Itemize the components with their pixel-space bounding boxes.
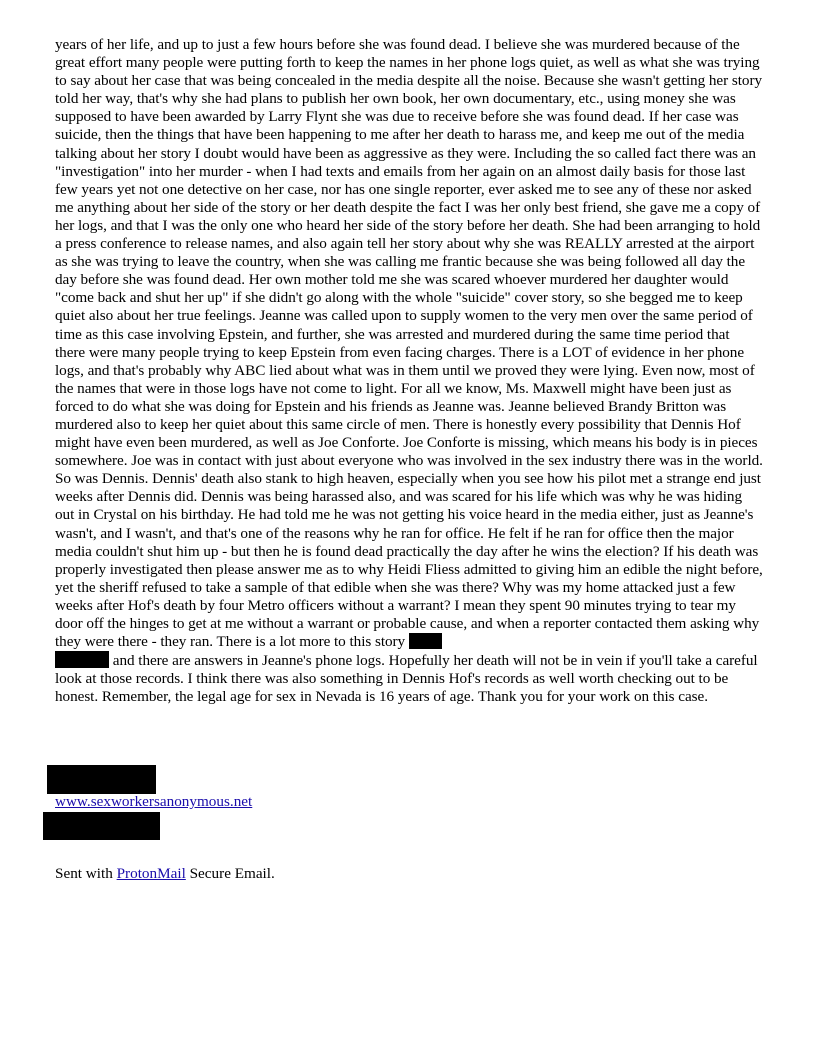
body-text-part-1: years of her life, and up to just a few hours before she was found dead. I believe she was murdered because of the great effort many people were putting forth to keep the names in her phone logs quiet, as well as what she was trying to say about her case that was being concealed in the media despite all the noise. Because she wasn't getting her story told her way, that's why she had plans to publish her own book, her own documentary, etc., using money she was supposed to have been awarded by Larry Flynt she was due to receive before she was found dead. If her case was suicide, then the things that have been happening to me after her death to harass me, and keep me out of the media talking about her story I doubt would have been as aggressive as they were. Including the so called fact there was an "investigation" into her murder - when I had texts and emails from her again on an almost daily basis for those last few years yet not one detective on her case, nor has one single reporter, ever asked me to see any of these nor asked me anything about her side of the story or her death despite the fact I was her only best friend, she gave me a copy of her logs, and that I was the only one who heard her side of the story before her death. She had been arranging to hold a press conference to release names, and also again tell her story about why she was REALLY arrested at the airport as she was trying to leave the country, when she was calling me frantic because she was being followed all day the day before she was found dead. Her own mother told me she was scared whoever murdered her daughter would "come back and shut her up" if she didn't go along with the whole "suicide" cover story, so she begged me to keep quiet also about her true feelings. Jeanne was called upon to supply women to the very men over the same period of time as this case involving Epstein, and further, she was arrested and murdered during the same time period that there were many people trying to keep Epstein from even facing charges. There is a LOT of evidence in her phone logs, and that's probably why ABC lied about what was in them until we proved they were lying. Even now, most of the names that were in those logs have not come to light. For all we know, Ms. Maxwell might have been just as forced to do what she was doing for Epstein and his friends as Jeanne was. Jeanne believed Brandy Britton was murdered also to keep her quiet about this same circle of men. There is honestly every possibility that Dennis Hof might have even been murdered, as well as Joe Conforte. Joe Conforte is missing, which means his body is in pieces somewhere. Joe was in contact with just about everyone who was involved in the sex industry there was in the world. So was Dennis. Dennis' death also stank to high heaven, especially when you see how his pilot met a strange end just weeks after Dennis did. Dennis was being harassed also, and was scared for his life which was why he was hiding out in Crystal on his birthday. He had told me he was not getting his voice heard in the media either, just as Jeanne's wasn't, and I wasn't, and that's one of the reasons why he ran for office. He felt if he ran for office then the major media couldn't shut him up - but then he is found dead practically the day after he wins the election? If his death was properly investigated then please answer me as to why Heidi Fliess admitted to giving him an edible the night before, yet the sheriff refused to take a sample of that edible when she was there? Why was my home attacked just a few weeks after Hof's death by four Metro officers without a warrant? I mean they spent 90 minutes trying to tear my door off the hinges to get at me without a warrant or probable cause, and when a reporter contacted them asking why they were there - they ran. There is a lot more to this story <box>55 36 763 651</box>
footer-suffix: Secure Email. <box>185 865 275 882</box>
sent-with-footer <box>55 865 275 883</box>
footer-prefix: Sent with <box>55 865 117 882</box>
email-body-paragraph <box>55 36 763 706</box>
redacted-name-block <box>47 765 156 794</box>
protonmail-link[interactable]: ProtonMail <box>116 865 186 882</box>
website-link[interactable]: www.sexworkersanonymous.net <box>55 793 253 810</box>
body-text-part-2: and there are answers in Jeanne's phone logs. Hopefully her death will not be in vein if you'll take a careful look at those records. I think there was also something in Dennis Hof's records as well worth checking out to be honest. Remember, the legal age for sex in Nevada is 16 years of age. Thank you for your work on this case. <box>55 652 758 706</box>
redaction-bar <box>409 633 442 649</box>
redacted-contact-block <box>43 812 160 840</box>
redaction-bar <box>55 651 109 668</box>
